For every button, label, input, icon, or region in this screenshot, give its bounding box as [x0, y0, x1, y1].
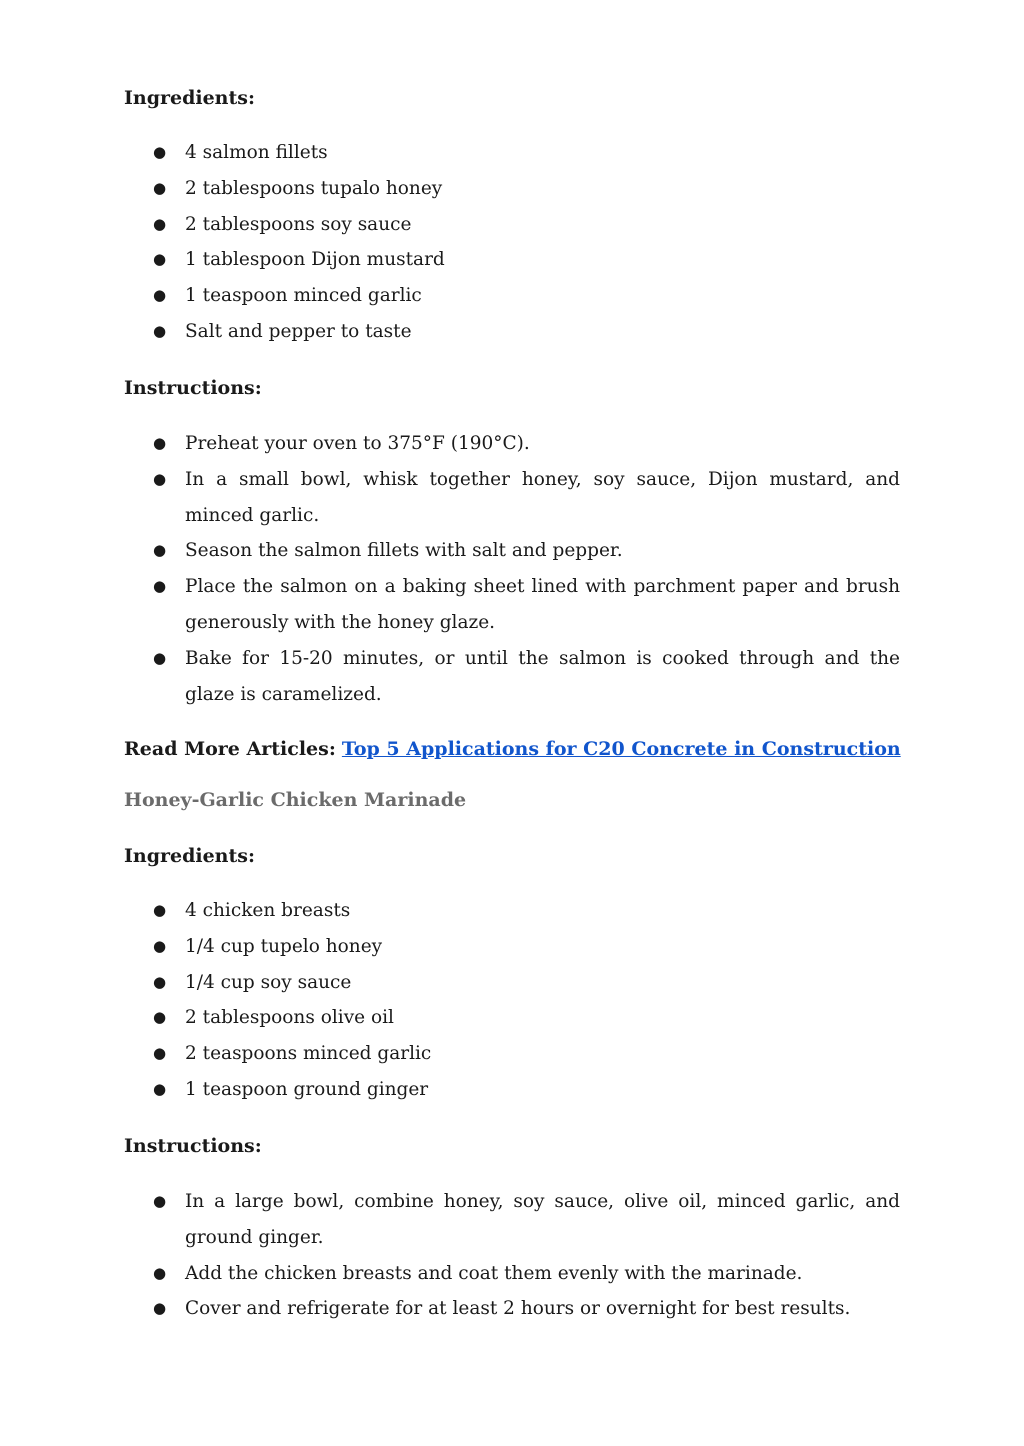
list-item: ● 2 tablespoons olive oil [124, 1000, 900, 1036]
bullet-icon: ● [153, 901, 167, 919]
list-item: ● In a large bowl, combine honey, soy sauce, olive oil, minced garlic, and ground ginger. [124, 1184, 900, 1256]
bullet-icon: ● [153, 648, 167, 667]
bullet-icon: ● [153, 321, 167, 340]
bullet-icon: ● [153, 143, 167, 161]
bullet-icon: ● [153, 250, 167, 269]
bullet-icon: ● [153, 1192, 167, 1210]
bullet-icon: ● [153, 178, 167, 197]
bullet-icon: ● [153, 1263, 167, 1282]
salmon-instructions-list [124, 426, 900, 712]
list-item: ● Salt and pepper to taste [124, 314, 900, 350]
list-item: ● Add the chicken breasts and coat them evenly with the marinade. [124, 1256, 900, 1292]
list-item: ● 4 salmon fillets [124, 135, 900, 171]
bullet-icon: ● [153, 1044, 167, 1063]
list-item: ● 2 teaspoons minced garlic [124, 1036, 900, 1072]
bullet-icon: ● [153, 936, 167, 955]
list-item: ● 1/4 cup tupelo honey [124, 929, 900, 965]
list-item: ● Preheat your oven to 375°F (190°C). [124, 426, 900, 462]
list-item: ● Bake for 15-20 minutes, or until the salmon is cooked through and the glaze is caramelized. [124, 641, 900, 713]
chicken-ingredients-heading: Ingredients: [124, 845, 255, 867]
salmon-ingredients-heading: Ingredients: [124, 87, 255, 109]
article-link[interactable]: Top 5 Applications for C20 Concrete in Construction [341, 738, 901, 760]
bullet-icon: ● [153, 434, 167, 452]
chicken-instructions-heading: Instructions: [124, 1135, 262, 1157]
read-more [124, 737, 901, 761]
bullet-icon: ● [153, 972, 167, 991]
bullet-icon: ● [153, 214, 167, 233]
salmon-instructions-heading: Instructions: [124, 377, 262, 399]
salmon-ingredients-list [124, 135, 900, 350]
list-item: ● 2 tablespoons tupalo honey [124, 171, 900, 207]
list-item: ● 1/4 cup soy sauce [124, 965, 900, 1001]
list-item: ● Cover and refrigerate for at least 2 hours or overnight for best results. [124, 1291, 900, 1327]
bullet-icon: ● [153, 1008, 167, 1027]
chicken-ingredients-list [124, 893, 900, 1108]
chicken-recipe-title: Honey-Garlic Chicken Marinade [124, 789, 467, 811]
chicken-instructions-list [124, 1184, 900, 1327]
bullet-icon: ● [153, 541, 167, 560]
bullet-icon: ● [153, 469, 167, 488]
bullet-icon: ● [153, 286, 167, 305]
bullet-icon: ● [153, 577, 167, 596]
list-item: ● 1 tablespoon Dijon mustard [124, 242, 900, 278]
read-more-label: Read More Articles: [124, 738, 336, 760]
list-item: ● 2 tablespoons soy sauce [124, 207, 900, 243]
bullet-icon: ● [153, 1079, 167, 1098]
list-item: ● Place the salmon on a baking sheet lined with parchment paper and brush generously with the honey glaze. [124, 569, 900, 641]
list-item: ● Season the salmon fillets with salt and pepper. [124, 533, 900, 569]
list-item: ● 1 teaspoon minced garlic [124, 278, 900, 314]
list-item: ● In a small bowl, whisk together honey, soy sauce, Dijon mustard, and minced garlic. [124, 462, 900, 534]
list-item: ● 1 teaspoon ground ginger [124, 1072, 900, 1108]
bullet-icon: ● [153, 1299, 167, 1318]
list-item: ● 4 chicken breasts [124, 893, 900, 929]
